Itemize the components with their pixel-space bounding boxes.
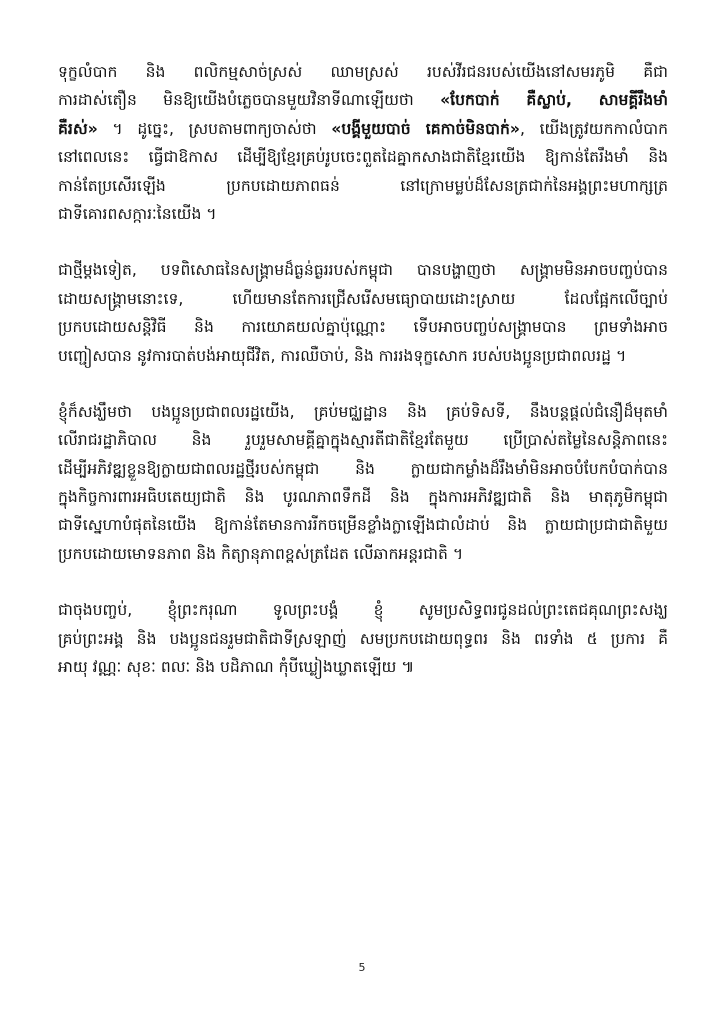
text-line: ប្រកបដោយមោទនភាព និង កិត្យានុភាពខ្ពស់ត្រដែត លើឆាកអន្តរជាតិ ។: [58, 544, 464, 563]
bold-quote: គឺរស់»: [58, 119, 98, 138]
paragraph-4: [58, 596, 668, 681]
text-line: គ្រប់ព្រះអង្គ និង បងប្អូនជនរួមជាតិជាទីស្រឡាញ់ សមប្រកបដោយពុទ្ធពរ និង ពរទាំង ៥ ប្រការ គឺ: [58, 629, 668, 648]
page-number: 5: [358, 961, 366, 974]
text-line: ជាថ្មីម្តងទៀត, បទពិសោធនៃសង្គ្រាមដ៏ធ្ងន់ធ្ងររបស់កម្ពុជា បានបង្ហាញថា សង្គ្រាមមិនអាចបញ្ចប់បាន: [58, 261, 668, 280]
text-line: ជាចុងបញ្ចប់, ខ្ញុំព្រះករុណា ទូលព្រះបង្គំ ខ្ញុំ សូមប្រសិទ្ធពរជូនដល់ព្រះតេជគុណព្រះសង្ឃ: [58, 601, 668, 620]
text-line: កាន់តែប្រសើរឡើង ប្រកបដោយភាពធន់ នៅក្រោមម្លប់ដ៏សែនត្រជាក់នៃអង្គព្រះមហាក្សត្រ: [58, 176, 668, 195]
text-line: អាយុ វណ្ណៈ សុខៈ ពលៈ និង បដិភាណ កុំបីឃ្លៀងឃ្លាតឡើយ ៕: [58, 658, 415, 677]
paragraph-3: [58, 398, 668, 568]
bold-quote: «បង្គីមួយបាច់ គេកាច់មិនបាក់»: [331, 119, 520, 138]
text-line: ក្នុងកិច្ចការពារអធិបតេយ្យជាតិ និង បូរណភាពទឹកដី និង ក្នុងការអភិវឌ្ឍជាតិ និង មាតុភូមិកម្ពុជា: [58, 488, 668, 507]
document-body: [58, 58, 668, 709]
bold-quote: «បែកបាក់ គឺស្លាប់, សាមគ្គីរឹងមាំ: [440, 91, 668, 110]
text-line: ប្រកបដោយសន្តិវិធី និង ការយោគយល់គ្នាប៉ុណ្ណោះ ទើបអាចបញ្ចប់សង្គ្រាមបាន ព្រមទាំងអាច: [58, 318, 668, 337]
text-line: បញ្ជៀសបាន នូវការបាត់បង់អាយុជីវិត, ការឈឺចាប់, និង ការរងទុក្ខសោក របស់បងប្អូនប្រជាពលរដ្ឋ ។: [58, 346, 627, 365]
text-line: គឺរស់» ។ ដូច្នេះ, ស្របតាមពាក្យចាស់ថា «បង្គីមួយបាច់ គេកាច់មិនបាក់», យើងត្រូវយកកាលំបាក: [58, 119, 668, 138]
paragraph-1: [58, 58, 668, 228]
text-line: ទុក្ខលំបាក និង ពលិកម្មសាច់ស្រស់ ឈាមស្រស់ របស់វីរជនរបស់យើងនៅសមរភូមិ គឺជា: [58, 63, 668, 81]
text-line: ដោយសង្គ្រាមនោះទេ, ហើយមានតែការជ្រើសរើសមធ្យោបាយដោះស្រាយ ដែលផ្អែកលើច្បាប់: [58, 289, 668, 308]
text-line: ខ្ញុំក៏សង្ឃឹមថា បងប្អូនប្រជាពលរដ្ឋយើង, គ្រប់មជ្ឈដ្ឋាន និង គ្រប់ទិសទី, នឹងបន្តផ្តល់ជំនឿដ៏មុតមាំ: [58, 402, 668, 421]
paragraph-2: [58, 256, 668, 370]
text-line: នៅពេលនេះ ធ្វើជាឱកាស ដើម្បីឱ្យខ្មែរគ្រប់រូបចេះពួតដៃគ្នាកសាងជាតិខ្មែរយើង ឱ្យកាន់តែរឹងមាំ និង: [58, 148, 668, 167]
text-line: ដើម្បីអភិវឌ្ឍខ្លួនឱ្យក្លាយជាពលរដ្ឋថ្មីរបស់កម្ពុជា និង ក្លាយជាកម្លាំងដ៏រឹងមាំមិនអាចបំបែកបំបាក់បាន: [58, 459, 668, 478]
text-line: ជាទីគោរពសក្ការៈនៃយើង ។: [58, 204, 217, 223]
text-line: លើរាជរដ្ឋាភិបាល និង រួបរួមសាមគ្គីគ្នាក្នុងស្មារតីជាតិខ្មែរតែមួយ ប្រើប្រាស់តម្លៃនៃសន្តិភាពនេះ: [58, 431, 668, 450]
text-line: ការដាស់តឿន មិនឱ្យយើងបំភ្លេចបានមួយវិនាទីណាឡើយថា «បែកបាក់ គឺស្លាប់, សាមគ្គីរឹងមាំ: [58, 91, 668, 110]
text-line: ជាទីស្នេហាបំផុតនៃយើង ឱ្យកាន់តែមានការរីកចម្រើនខ្លាំងក្លាឡើងជាលំដាប់ និង ក្លាយជាប្រជាជាតិមួយ: [58, 516, 668, 535]
